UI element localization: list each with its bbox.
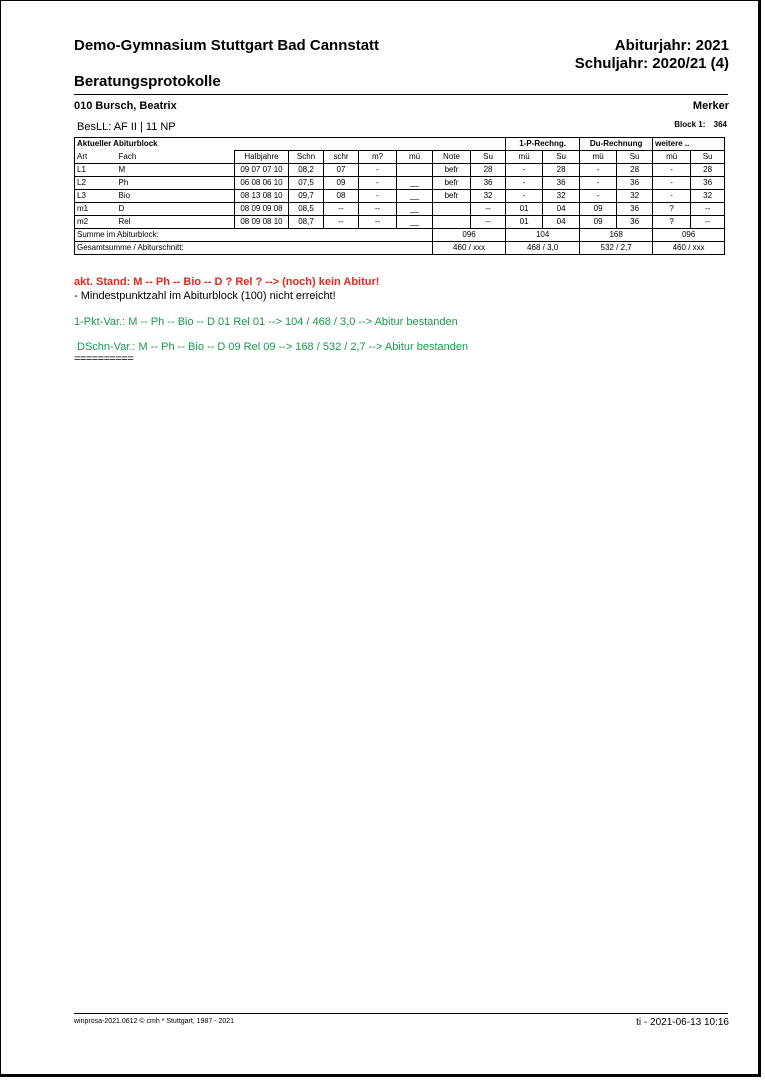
school-name: Demo-Gymnasium Stuttgart Bad Cannstatt — [74, 37, 380, 54]
cell-halbjahre: 08 09 08 10 — [235, 216, 289, 229]
cell-1p-mu: 01 — [506, 203, 543, 216]
besll-info: BesLL: AF II | 11 NP — [77, 121, 176, 133]
table-row — [75, 190, 725, 203]
cell-we-mu: ? — [653, 203, 691, 216]
cell-m-q: -- — [359, 203, 397, 216]
cell-su: 28 — [471, 164, 506, 177]
gesamt-label: Gesamtsumme / Abiturschnitt: — [75, 242, 433, 255]
col-du-su: Su — [617, 151, 653, 164]
cell-we-su: 28 — [691, 164, 725, 177]
cell-du-su: 28 — [617, 164, 653, 177]
col-1p-su: Su — [543, 151, 580, 164]
gesamt-du: 532 / 2,7 — [580, 242, 653, 255]
col-su: Su — [471, 151, 506, 164]
variant-dschn: DSchn-Var.: M -- Ph -- Bio -- D 09 Rel 09 --> 168 / 532 / 2,7 --> Abitur bestanden — [77, 341, 469, 353]
table-row — [75, 164, 725, 177]
summe-weitere: 096 — [653, 229, 725, 242]
col-fach: Fach — [117, 151, 235, 164]
cell-1p-mu: - — [506, 177, 543, 190]
footer-timestamp: ti - 2021-06-13 10:16 — [636, 1017, 729, 1028]
col-1p-mu: mü — [506, 151, 543, 164]
cell-halbjahre: 09 07 07 10 — [235, 164, 289, 177]
current-status: akt. Stand: M -- Ph -- Bio -- D ? Rel ? --> (noch) kein Abitur! — [74, 276, 380, 288]
cell-1p-su: 04 — [543, 203, 580, 216]
cell-art: L3 — [75, 190, 117, 203]
summe-1p: 104 — [506, 229, 580, 242]
cell-1p-su: 36 — [543, 177, 580, 190]
cell-note: befr — [433, 190, 471, 203]
cell-schn: 07,5 — [289, 177, 324, 190]
cell-m-q: -- — [359, 216, 397, 229]
col-du-mu: mü — [580, 151, 617, 164]
cell-schr: -- — [324, 216, 359, 229]
cell-halbjahre: 06 08 06 10 — [235, 177, 289, 190]
cell-schr: 08 — [324, 190, 359, 203]
summe-row — [75, 229, 725, 242]
cell-su: 36 — [471, 177, 506, 190]
table-row — [75, 177, 725, 190]
cell-halbjahre: 08 13 08 10 — [235, 190, 289, 203]
cell-1p-mu: - — [506, 164, 543, 177]
cell-du-mu: - — [580, 164, 617, 177]
group-weitere: weitere .. — [653, 138, 725, 151]
cell-1p-su: 04 — [543, 216, 580, 229]
col-schn: Schn — [289, 151, 324, 164]
footer-divider — [74, 1013, 728, 1014]
cell-fach: Rel — [117, 216, 235, 229]
cell-we-mu: - — [653, 164, 691, 177]
abiturjahr: Abiturjahr: 2021 — [614, 37, 729, 54]
block-info — [674, 120, 727, 129]
cell-du-mu: - — [580, 190, 617, 203]
cell-art: m2 — [75, 216, 117, 229]
cell-du-mu: - — [580, 177, 617, 190]
cell-m-u: __ — [397, 177, 433, 190]
cell-we-su: 32 — [691, 190, 725, 203]
cell-schn: 08,5 — [289, 203, 324, 216]
cell-schr: -- — [324, 203, 359, 216]
col-schr: schr — [324, 151, 359, 164]
cell-1p-mu: - — [506, 190, 543, 203]
cell-su: -- — [471, 203, 506, 216]
col-note: Note — [433, 151, 471, 164]
table-group-header — [75, 138, 725, 151]
cell-du-mu: 09 — [580, 216, 617, 229]
cell-1p-su: 32 — [543, 190, 580, 203]
cell-note: befr — [433, 164, 471, 177]
cell-art: L1 — [75, 164, 117, 177]
col-m-u: mü — [397, 151, 433, 164]
cell-m-q: - — [359, 190, 397, 203]
cell-m-u: __ — [397, 203, 433, 216]
merker-label: Merker — [692, 100, 729, 112]
gesamt-weitere: 460 / xxx — [653, 242, 725, 255]
gesamt-row — [75, 242, 725, 255]
cell-we-mu: - — [653, 190, 691, 203]
cell-schn: 09,7 — [289, 190, 324, 203]
cell-1p-su: 28 — [543, 164, 580, 177]
cell-m-u — [397, 164, 433, 177]
table-row — [75, 216, 725, 229]
cell-note — [433, 203, 471, 216]
col-we-mu: mü — [653, 151, 691, 164]
gesamt-aktuell: 460 / xxx — [433, 242, 506, 255]
cell-du-su: 36 — [617, 177, 653, 190]
cell-fach: Ph — [117, 177, 235, 190]
cell-we-mu: ? — [653, 216, 691, 229]
cell-fach: D — [117, 203, 235, 216]
group-du-rechnung: Du-Rechnung — [580, 138, 653, 151]
table-column-header — [75, 151, 725, 164]
abiturblock-table — [74, 137, 725, 255]
group-1p-rechnung: 1-P-Rechng. — [506, 138, 580, 151]
summe-du: 168 — [580, 229, 653, 242]
col-art: Art — [75, 151, 117, 164]
table-row — [75, 203, 725, 216]
schuljahr: Schuljahr: 2020/21 (4) — [574, 55, 729, 72]
cell-note: befr — [433, 177, 471, 190]
block-label: Block 1: — [674, 120, 706, 129]
cell-schn: 08,7 — [289, 216, 324, 229]
variant-1-point: 1-Pkt-Var.: M -- Ph -- Bio -- D 01 Rel 01 --> 104 / 468 / 3,0 --> Abitur bestanden — [74, 316, 458, 328]
cell-du-su: 36 — [617, 203, 653, 216]
cell-m-q: - — [359, 177, 397, 190]
group-aktueller-abiturblock: Aktueller Abiturblock — [75, 138, 506, 151]
footer-copyright: winprosa-2021.0612 © cmh * Stuttgart, 1987 - 2021 — [74, 1018, 235, 1025]
cell-art: m1 — [75, 203, 117, 216]
student-name: 010 Bursch, Beatrix — [74, 100, 177, 112]
col-we-su: Su — [691, 151, 725, 164]
minimum-points-note: - Mindestpunktzahl im Abiturblock (100) nicht erreicht! — [74, 290, 336, 302]
cell-fach: M — [117, 164, 235, 177]
cell-we-su: 36 — [691, 177, 725, 190]
cell-su: -- — [471, 216, 506, 229]
cell-du-su: 32 — [617, 190, 653, 203]
cell-su: 32 — [471, 190, 506, 203]
cell-art: L2 — [75, 177, 117, 190]
cell-we-su: -- — [691, 203, 725, 216]
cell-note — [433, 216, 471, 229]
cell-we-su: -- — [691, 216, 725, 229]
gesamt-1p: 468 / 3,0 — [506, 242, 580, 255]
cell-m-q: - — [359, 164, 397, 177]
col-m-q: m? — [359, 151, 397, 164]
cell-du-mu: 09 — [580, 203, 617, 216]
cell-schn: 08,2 — [289, 164, 324, 177]
cell-1p-mu: 01 — [506, 216, 543, 229]
cell-schr: 09 — [324, 177, 359, 190]
cell-schr: 07 — [324, 164, 359, 177]
block-value: 364 — [713, 120, 727, 129]
col-halbjahre: Halbjahre — [235, 151, 289, 164]
cell-fach: Bio — [117, 190, 235, 203]
summe-label: Summe im Abiturblock: — [75, 229, 433, 242]
cell-m-u: __ — [397, 216, 433, 229]
header-divider — [74, 94, 728, 95]
cell-halbjahre: 08 09 09 08 — [235, 203, 289, 216]
summe-aktuell: 096 — [433, 229, 506, 242]
page-title: Beratungsprotokolle — [74, 73, 221, 90]
separator-line: ========== — [74, 353, 134, 365]
cell-we-mu: - — [653, 177, 691, 190]
cell-du-su: 36 — [617, 216, 653, 229]
cell-m-u: __ — [397, 190, 433, 203]
